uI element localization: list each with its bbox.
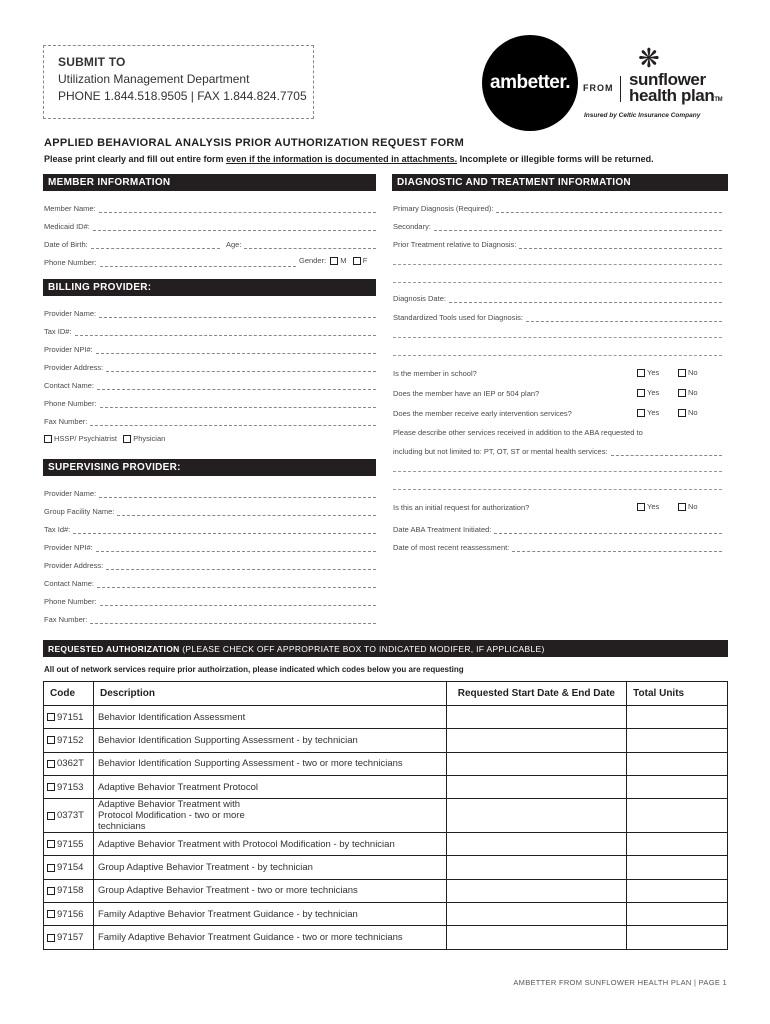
page-footer: AMBETTER FROM SUNFLOWER HEALTH PLAN | PAGE 1: [513, 978, 727, 987]
code-value: 97158: [57, 885, 84, 897]
requested-auth-header-bold: REQUESTED AUTHORIZATION: [48, 644, 180, 654]
yes-label: Yes: [647, 388, 660, 397]
code-checkbox[interactable]: [47, 812, 55, 820]
code-checkbox[interactable]: [47, 736, 55, 744]
form-instructions: [44, 154, 654, 164]
initial-request-question: Is this an initial request for authorization?: [393, 503, 530, 512]
description-cell: Behavior Identification Supporting Assessment - two or more technicians: [93, 752, 446, 775]
no-label: No: [688, 408, 698, 417]
billing-address-field[interactable]: [44, 361, 376, 372]
table-row: [44, 799, 728, 833]
codes-table: [43, 681, 728, 950]
iep-no-checkbox[interactable]: [678, 389, 686, 397]
sunflower-icon: ❋: [638, 43, 660, 73]
standardized-tools-label: Standardized Tools used for Diagnosis:: [393, 313, 523, 322]
department-name: Utilization Management Department: [58, 72, 250, 86]
early-no[interactable]: [678, 408, 698, 417]
code-value: 97152: [57, 734, 84, 746]
description-cell: Behavior Identification Assessment: [93, 706, 446, 729]
billing-phone-label: Phone Number:: [44, 399, 97, 408]
logo-divider: [620, 76, 621, 102]
table-row: [44, 856, 728, 879]
code-cell[interactable]: [44, 903, 94, 926]
billing-provider-name-label: Provider Name:: [44, 309, 97, 318]
supervising-contact-field[interactable]: [44, 577, 376, 588]
other-services-line-3[interactable]: [393, 489, 722, 490]
code-checkbox[interactable]: [47, 713, 55, 721]
units-cell[interactable]: [627, 903, 728, 926]
description-cell: Group Adaptive Behavior Treatment - two or more technicians: [93, 879, 446, 902]
phone-fax: PHONE 1.844.518.9505 | FAX 1.844.824.7705: [58, 89, 307, 103]
code-value: 0373T: [57, 810, 84, 822]
dob-label: Date of Birth:: [44, 240, 88, 249]
school-no-checkbox[interactable]: [678, 369, 686, 377]
supervising-phone-label: Phone Number:: [44, 597, 97, 606]
code-value: 97154: [57, 862, 84, 874]
initial-no[interactable]: [678, 502, 698, 511]
table-row: [44, 706, 728, 729]
age-field[interactable]: [226, 238, 376, 249]
iep-no[interactable]: [678, 388, 698, 397]
code-cell[interactable]: [44, 752, 94, 775]
age-label: Age:: [226, 240, 242, 249]
table-header-row: [44, 682, 728, 706]
supervising-contact-label: Contact Name:: [44, 579, 95, 588]
submit-to-label: SUBMIT TO: [58, 55, 126, 69]
code-cell[interactable]: [44, 879, 94, 902]
sunflower-logo-line1: sunflower: [629, 70, 706, 89]
table-row: [44, 833, 728, 856]
supervising-provider-header: SUPERVISING PROVIDER:: [43, 459, 376, 476]
code-value: 0362T: [57, 758, 84, 770]
logo-from-text: FROM: [583, 83, 614, 93]
dates-cell[interactable]: [446, 775, 627, 798]
description-cell: Behavior Identification Supporting Assessment - by technician: [93, 729, 446, 752]
prior-treatment-line-2[interactable]: [393, 264, 722, 265]
member-info-header: MEMBER INFORMATION: [43, 174, 376, 191]
code-checkbox[interactable]: [47, 887, 55, 895]
dates-cell[interactable]: [446, 799, 627, 833]
table-row: [44, 926, 728, 949]
gender-label: Gender:: [299, 256, 327, 265]
school-yes-checkbox[interactable]: [637, 369, 645, 377]
describe-services-text: Please describe other services received in addition to the ABA requested to: [393, 428, 643, 437]
aba-initiated-field[interactable]: [393, 523, 722, 534]
supervising-npi-label: Provider NPI#:: [44, 543, 93, 552]
units-cell[interactable]: [627, 926, 728, 949]
description-cell: Adaptive Behavior Treatment Protocol: [93, 775, 446, 798]
units-cell[interactable]: [627, 729, 728, 752]
other-services-line-2[interactable]: [393, 471, 722, 472]
iep-yes-checkbox[interactable]: [637, 389, 645, 397]
gender-selector: [299, 256, 367, 265]
dates-cell[interactable]: [446, 729, 627, 752]
dates-cell[interactable]: [446, 752, 627, 775]
supervising-phone-field[interactable]: [44, 595, 376, 606]
yes-label: Yes: [647, 408, 660, 417]
primary-diagnosis-label: Primary Diagnosis (Required):: [393, 204, 494, 213]
description-cell: Adaptive Behavior Treatment with Protocol Modification - by technician: [93, 833, 446, 856]
no-label: No: [688, 502, 698, 511]
column-header-units: Total Units: [627, 682, 728, 706]
dates-cell[interactable]: [446, 879, 627, 902]
prior-treatment-line-3[interactable]: [393, 282, 722, 283]
early-yes-checkbox[interactable]: [637, 409, 645, 417]
no-label: No: [688, 388, 698, 397]
code-checkbox[interactable]: [47, 840, 55, 848]
primary-diagnosis-field[interactable]: [393, 202, 722, 213]
code-cell[interactable]: [44, 799, 94, 833]
reassessment-date-label: Date of most recent reassessment:: [393, 543, 510, 552]
trademark-mark: TM: [714, 97, 723, 103]
billing-npi-label: Provider NPI#:: [44, 345, 93, 354]
dob-field[interactable]: [44, 238, 220, 249]
code-checkbox[interactable]: [47, 934, 55, 942]
requested-auth-header-rest: (PLEASE CHECK OFF APPROPRIATE BOX TO INDICATED MODIFER, IF APPLICABLE): [179, 644, 545, 654]
other-services-label: including but not limited to: PT, OT, ST or mental health services:: [393, 447, 608, 456]
iep-question: Does the member have an IEP or 504 plan?: [393, 389, 540, 398]
hssp-label: HSSP/ Psychiatrist: [54, 434, 117, 443]
units-cell[interactable]: [627, 856, 728, 879]
member-phone-field[interactable]: [44, 256, 296, 267]
table-row: [44, 752, 728, 775]
column-header-description: Description: [93, 682, 446, 706]
billing-npi-field[interactable]: [44, 343, 376, 354]
prior-treatment-field[interactable]: [393, 238, 722, 249]
sunflower-logo: [629, 72, 722, 108]
member-name-field[interactable]: [44, 202, 376, 213]
ambetter-logo-text: ambetter.: [490, 72, 570, 93]
table-row: [44, 903, 728, 926]
billing-address-label: Provider Address:: [44, 363, 104, 372]
dates-cell[interactable]: [446, 926, 627, 949]
code-value: 97156: [57, 908, 84, 920]
units-cell[interactable]: [627, 799, 728, 833]
prior-treatment-label: Prior Treatment relative to Diagnosis:: [393, 240, 517, 249]
code-checkbox[interactable]: [47, 760, 55, 768]
gender-male-checkbox[interactable]: [330, 257, 338, 265]
billing-tax-id-label: Tax ID#:: [44, 327, 72, 336]
insured-by-text: Insured by Celtic Insurance Company: [584, 112, 701, 119]
billing-contact-label: Contact Name:: [44, 381, 95, 390]
billing-tax-id-field[interactable]: [44, 325, 376, 336]
code-cell[interactable]: [44, 926, 94, 949]
code-value: 97155: [57, 838, 84, 850]
instructions-part2: Incomplete or illegible forms will be returned.: [457, 154, 654, 164]
secondary-diagnosis-field[interactable]: [393, 220, 722, 231]
provider-type-selector: [44, 434, 165, 443]
group-facility-field[interactable]: [44, 505, 376, 516]
code-cell[interactable]: [44, 833, 94, 856]
ambetter-logo: [482, 35, 578, 131]
supervising-npi-field[interactable]: [44, 541, 376, 552]
code-value: 97157: [57, 932, 84, 944]
table-row: [44, 729, 728, 752]
requested-auth-header: [43, 640, 728, 657]
aba-initiated-label: Date ABA Treatment Initiated:: [393, 525, 492, 534]
supervising-tax-id-label: Tax Id#:: [44, 525, 71, 534]
iep-yes[interactable]: [637, 388, 659, 397]
male-label: M: [340, 256, 347, 265]
column-header-dates: Requested Start Date & End Date: [446, 682, 627, 706]
form-title: APPLIED BEHAVIORAL ANALYSIS PRIOR AUTHORIZATION REQUEST FORM: [44, 137, 465, 149]
tools-line-2[interactable]: [393, 337, 722, 338]
code-checkbox[interactable]: [47, 910, 55, 918]
medicaid-id-label: Medicaid ID#:: [44, 222, 90, 231]
dates-cell[interactable]: [446, 903, 627, 926]
supervising-fax-field[interactable]: [44, 613, 376, 624]
billing-phone-field[interactable]: [44, 397, 376, 408]
instructions-part1: Please print clearly and fill out entire form: [44, 154, 227, 164]
units-cell[interactable]: [627, 833, 728, 856]
physician-label: Physician: [133, 434, 166, 443]
billing-fax-label: Fax Number:: [44, 417, 88, 426]
units-cell[interactable]: [627, 775, 728, 798]
diagnosis-date-field[interactable]: [393, 292, 722, 303]
sunflower-logo-line2: health plan: [629, 86, 715, 105]
early-yes[interactable]: [637, 408, 659, 417]
requested-auth-note: All out of network services require prior authoirzation, please indicated which codes below you are requesting: [44, 665, 464, 674]
code-cell[interactable]: [44, 729, 94, 752]
code-cell[interactable]: [44, 775, 94, 798]
code-checkbox[interactable]: [47, 783, 55, 791]
table-row: [44, 775, 728, 798]
hssp-checkbox[interactable]: [44, 435, 52, 443]
code-value: 97153: [57, 781, 84, 793]
units-cell[interactable]: [627, 879, 728, 902]
dates-cell[interactable]: [446, 833, 627, 856]
column-header-code: Code: [44, 682, 94, 706]
school-question: Is the member in school?: [393, 369, 477, 378]
school-no[interactable]: [678, 368, 698, 377]
other-services-field[interactable]: [393, 445, 722, 456]
early-no-checkbox[interactable]: [678, 409, 686, 417]
tools-line-3[interactable]: [393, 355, 722, 356]
billing-provider-name-field[interactable]: [44, 307, 376, 318]
reassessment-date-field[interactable]: [393, 541, 722, 552]
secondary-diagnosis-label: Secondary:: [393, 222, 431, 231]
description-cell: Family Adaptive Behavior Treatment Guidance - two or more technicians: [93, 926, 446, 949]
supervising-provider-name-field[interactable]: [44, 487, 376, 498]
diagnosis-date-label: Diagnosis Date:: [393, 294, 446, 303]
member-name-label: Member Name:: [44, 204, 96, 213]
units-cell[interactable]: [627, 752, 728, 775]
physician-checkbox[interactable]: [123, 435, 131, 443]
yes-label: Yes: [647, 502, 660, 511]
supervising-address-field[interactable]: [44, 559, 376, 570]
billing-fax-field[interactable]: [44, 415, 376, 426]
supervising-fax-label: Fax Number:: [44, 615, 88, 624]
description-cell: Adaptive Behavior Treatment with Protocol Modification - two or more technicians: [93, 799, 446, 833]
diagnostic-header: DIAGNOSTIC AND TREATMENT INFORMATION: [392, 174, 728, 191]
submit-to-box: [43, 45, 314, 119]
initial-yes[interactable]: [637, 502, 659, 511]
table-row: [44, 879, 728, 902]
code-checkbox[interactable]: [47, 864, 55, 872]
units-cell[interactable]: [627, 706, 728, 729]
standardized-tools-field[interactable]: [393, 311, 722, 322]
supervising-address-label: Provider Address:: [44, 561, 104, 570]
yes-label: Yes: [647, 368, 660, 377]
code-value: 97151: [57, 711, 84, 723]
medicaid-id-field[interactable]: [44, 220, 376, 231]
initial-no-checkbox[interactable]: [678, 503, 686, 511]
group-facility-label: Group Facility Name:: [44, 507, 115, 516]
supervising-tax-id-field[interactable]: [44, 523, 376, 534]
initial-yes-checkbox[interactable]: [637, 503, 645, 511]
member-phone-label: Phone Number:: [44, 258, 97, 267]
dates-cell[interactable]: [446, 706, 627, 729]
school-yes[interactable]: [637, 368, 659, 377]
no-label: No: [688, 368, 698, 377]
code-cell[interactable]: [44, 856, 94, 879]
description-cell: Family Adaptive Behavior Treatment Guidance - by technician: [93, 903, 446, 926]
supervising-provider-name-label: Provider Name:: [44, 489, 97, 498]
billing-provider-header: BILLING PROVIDER:: [43, 279, 376, 296]
code-cell[interactable]: [44, 706, 94, 729]
gender-female-checkbox[interactable]: [353, 257, 361, 265]
early-intervention-question: Does the member receive early intervention services?: [393, 409, 572, 418]
female-label: F: [362, 256, 368, 265]
dates-cell[interactable]: [446, 856, 627, 879]
billing-contact-field[interactable]: [44, 379, 376, 390]
instructions-underlined: even if the information is documented in attachments.: [226, 154, 458, 164]
description-cell: Group Adaptive Behavior Treatment - by technician: [93, 856, 446, 879]
